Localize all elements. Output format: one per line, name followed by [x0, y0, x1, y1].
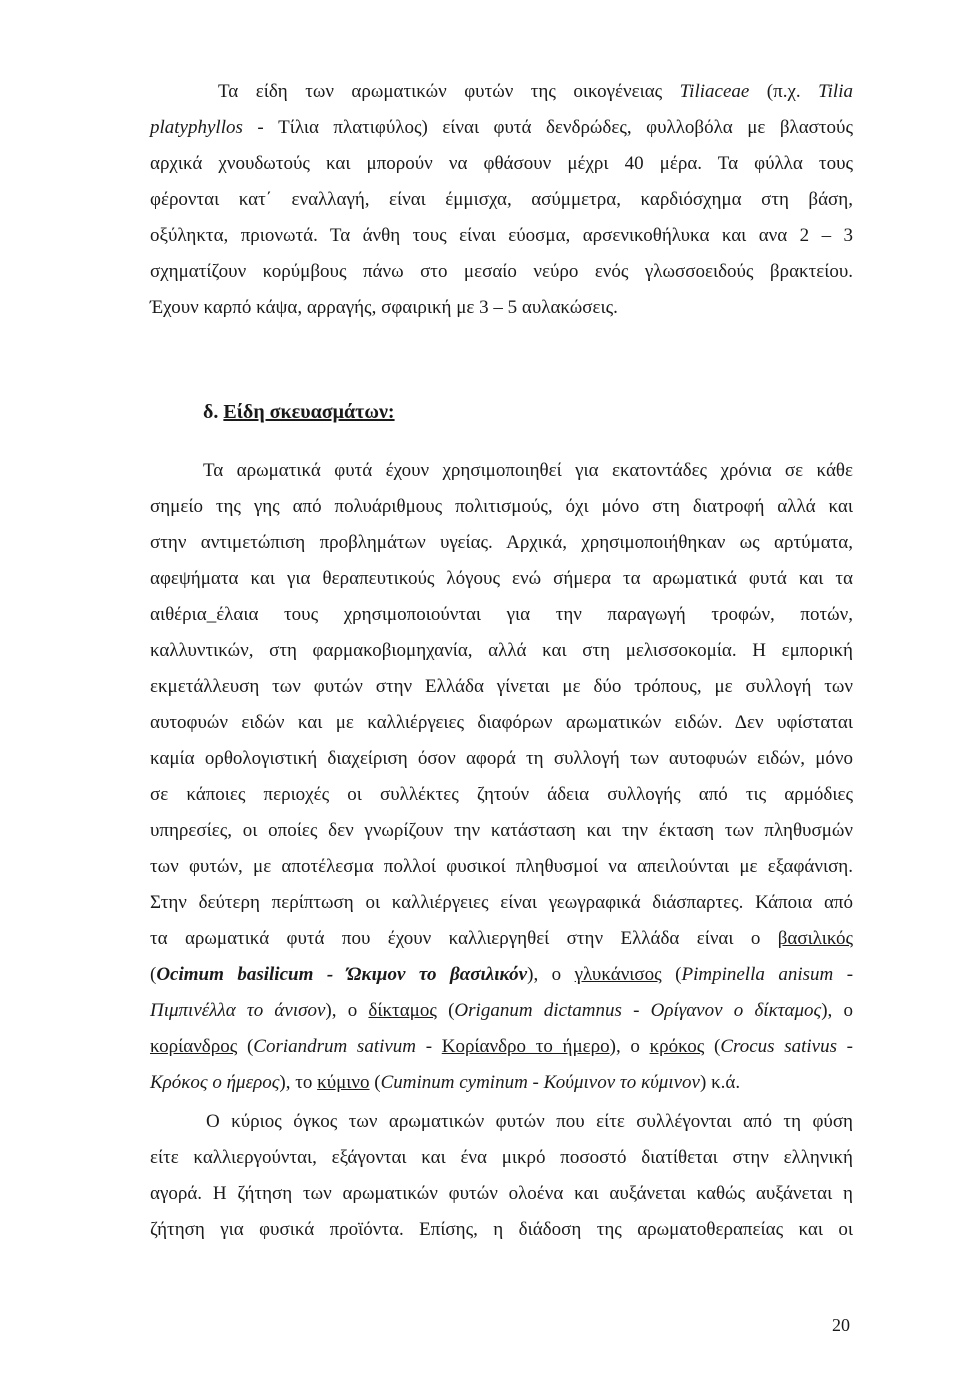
species-name: Cuminum cyminum - Κούμινον το κύμινον — [380, 1072, 700, 1093]
text-line: Έχουν καρπό κάψα, αρραγής, σφαιρική με 3 – 5 αυλακώσεις. — [150, 297, 618, 318]
species-name: Coriandrum sativum - — [253, 1036, 442, 1057]
text-line: Ο κύριος όγκος των αρωματικών φυτών που είτε συλλέγονται από τη φύση — [206, 1111, 853, 1132]
text-line — [150, 921, 853, 957]
text-run: - Τίλια πλατιφύλος) είναι φυτά δενδρώδες, φυλλοβόλα με βλαστούς — [242, 117, 853, 138]
text-line — [150, 1065, 853, 1101]
text-line: αγορά. Η ζήτηση των αρωματικών φυτών ολοένα και αυξάνεται καθώς αυξάνεται η — [150, 1183, 853, 1204]
text-run: ), ο — [325, 1000, 369, 1021]
text-run: ), το — [279, 1072, 318, 1093]
plant-name-basil: βασιλικός — [777, 928, 853, 949]
text-line: των φυτών, με αποτέλεσμα πολλοί φυσικοί πληθυσμοί να απειλούνται με εξαφάνιση. — [150, 856, 853, 877]
species-name: Κρόκος ο ήμερος — [150, 1072, 280, 1093]
species-name: Πιμπινέλλα το άνισον — [150, 1000, 326, 1021]
text-line: Τα αρωματικά φυτά έχουν χρησιμοποιηθεί για εκατοντάδες χρόνια σε κάθε — [203, 460, 853, 481]
text-line: υπηρεσίες, οι οποίες δεν γνωρίζουν την κατάσταση και την έκταση των πληθυσμών — [150, 820, 853, 841]
text-line — [150, 1029, 853, 1065]
text-run: ), ο — [821, 1000, 854, 1021]
species-name: Ocimum basilicum - Ώκιμον το βασιλικόν — [156, 964, 528, 985]
text-line: σημείο της γης από πολυάριθμους πολιτισμούς, όχι μόνο στη διατροφή αλλά και — [150, 496, 853, 517]
text-line: εκμετάλλευση των φυτών στην Ελλάδα γίνεται με δύο τρόπους, με συλλογή των — [150, 676, 853, 697]
paragraph-market — [150, 1104, 853, 1248]
text-run: Τα είδη των αρωματικών φυτών της οικογένειας — [218, 81, 680, 102]
family-name: Tiliaceae — [679, 81, 750, 102]
plant-name-dittany: δίκταμος — [368, 1000, 437, 1021]
species-name: Origanum dictamnus - Ορίγανον ο δίκταμος — [454, 1000, 822, 1021]
text-line: αρχικά χνουδωτούς και μπορούν να φθάσουν μέχρι 40 μέρα. Τα φύλλα τους — [150, 153, 853, 174]
paragraph-preparations — [150, 453, 853, 1101]
text-run: ), ο — [527, 964, 575, 985]
text-line: καλλυντικών, στη φαρμακοβιομηχανία, αλλά και στη μελισσοκομία. Η εμπορική — [150, 640, 853, 661]
text-line — [150, 110, 853, 146]
text-line: αιθέρια_έλαια τους χρησιμοποιούνται για την παραγωγή τροφών, ποτών, — [150, 604, 853, 625]
text-line: είτε καλλιεργούνται, εξάγονται και ένα μικρό ποσοστό διατίθεται στην ελληνική — [150, 1147, 853, 1168]
text-run: ( — [237, 1036, 254, 1057]
text-line: αυτοφυών ειδών και με καλλιέργειες διαφόρων αρωματικών ειδών. Δεν υφίσταται — [150, 712, 853, 733]
text-line: σχηματίζουν κορύμβους πάνω στο μεσαίο νεύρο ενός γλωσσοειδούς βρακτείου. — [150, 261, 853, 282]
species-name: Tilia — [818, 81, 853, 102]
text-run: ( — [150, 964, 157, 985]
text-run: ), ο — [609, 1036, 650, 1057]
plant-name-cumin: κύμινο — [317, 1072, 370, 1093]
section-number: δ. — [203, 401, 219, 423]
text-line: καμία ορθολογιστική διαχείριση όσον αφορά τη συλλογή των αυτοφυών ειδών, μόνο — [150, 748, 853, 769]
text-run: ( — [369, 1072, 381, 1093]
plant-name-saffron: κρόκος — [649, 1036, 705, 1057]
text-line: στην αντιμετώπιση προβλημάτων υγείας. Αρχικά, χρησιμοποιήθηκαν ως αρτύματα, — [150, 532, 853, 553]
text-run: ) κ.ά. — [700, 1072, 741, 1093]
plant-name-anise: γλυκάνισος — [574, 964, 662, 985]
species-name: Κορίανδρο το ήμερο — [441, 1036, 610, 1057]
text-line: φέρονται κατ΄ εναλλαγή, είναι έμμισχα, ασύμμετρα, καρδιόσχημα στη βάση, — [150, 189, 853, 210]
plant-name-coriander: κορίανδρος — [150, 1036, 238, 1057]
text-line: ζήτηση για φυσικά προϊόντα. Επίσης, η διάδοση της αρωματοθεραπείας και οι — [150, 1219, 853, 1240]
species-name: Crocus sativus - — [720, 1036, 854, 1057]
species-name: platyphyllos — [150, 117, 243, 138]
text-line: αφεψήματα και για θεραπευτικούς λόγους ενώ σήμερα τα αρωματικά φυτά και τα — [150, 568, 853, 589]
paragraph-tilia — [150, 74, 853, 326]
text-run: (π.χ. — [749, 81, 819, 102]
text-line — [150, 993, 853, 1029]
text-line: σε κάποιες περιοχές οι συλλέκτες ζητούν άδεια συλλογής από τις αρμόδιες — [150, 784, 853, 805]
text-line: Στην δεύτερη περίπτωση οι καλλιέργειες είναι γεωγραφικά διάσπαρτες. Κάποια από — [150, 892, 853, 913]
text-line — [150, 957, 853, 993]
text-run: τα αρωματικά φυτά που έχουν καλλιεργηθεί στην Ελλάδα είναι ο — [150, 928, 778, 949]
text-run: ( — [704, 1036, 721, 1057]
section-title: Είδη σκευασμάτων: — [223, 401, 395, 423]
text-run: ( — [436, 1000, 455, 1021]
section-heading — [203, 396, 395, 428]
text-line — [150, 74, 853, 110]
species-name: Pimpinella anisum - — [681, 964, 854, 985]
text-run: ( — [661, 964, 682, 985]
page-number: 20 — [832, 1315, 850, 1335]
text-line: οξύληκτα, πριονωτά. Τα άνθη τους είναι εύοσμα, αρσενικοθήλυκα και ανα 2 – 3 — [150, 225, 853, 246]
